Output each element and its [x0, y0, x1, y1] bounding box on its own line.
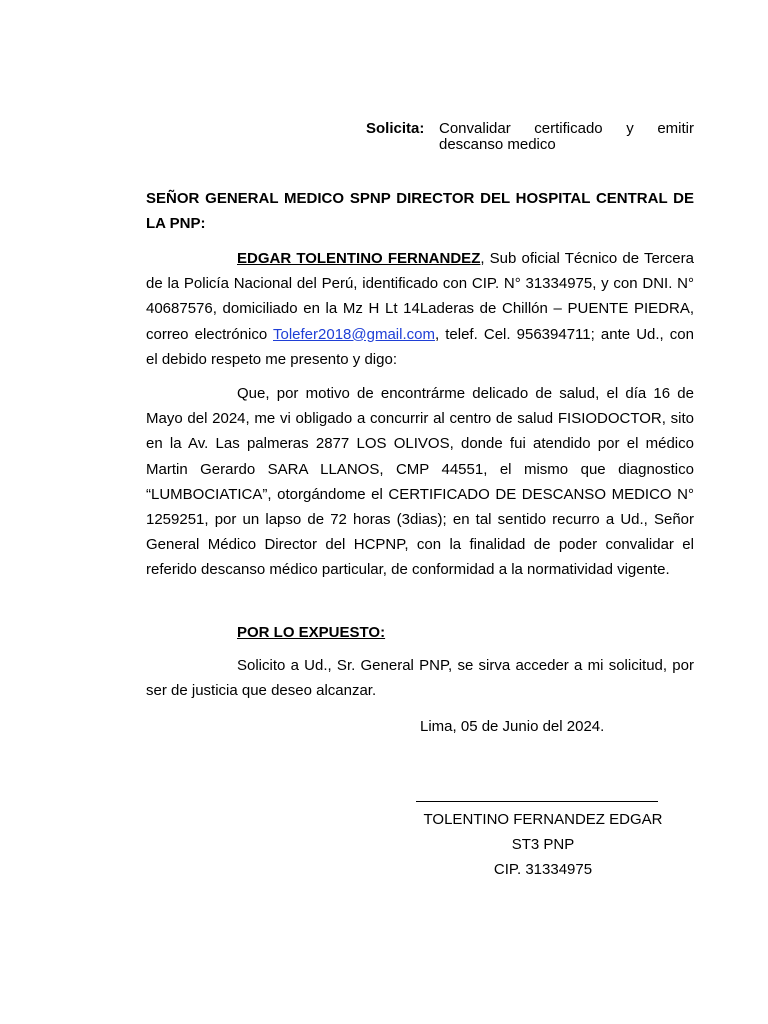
- request-text-line1: Convalidar certificado y emitir: [439, 120, 694, 137]
- signature-cip: CIP. 31334975: [493, 861, 593, 878]
- signature-rank: ST3 PNP: [511, 836, 575, 853]
- closing-paragraph: Solicito a Ud., Sr. General PNP, se sirva acceder a mi solicitud, por ser de justicia que deseo alcanzar.: [146, 657, 694, 700]
- request-label: Solicita:: [366, 120, 425, 137]
- addressee-heading: SEÑOR GENERAL MEDICO SPNP DIRECTOR DEL HOSPITAL CENTRAL DE LA PNP:: [146, 190, 694, 232]
- request-text: [439, 121, 694, 153]
- intro-text-part1: , Sub oficial Técnico de Tercera de la Policía Nacional del Perú, identificado con CIP. N° 31334975, y con DNI. N° 40687576, domiciliado en la Mz H Lt 14Laderas de Chillón – PUENTE PIEDRA, correo electrónico: [146, 250, 694, 343]
- place-date: Lima, 05 de Junio del 2024.: [420, 718, 605, 735]
- expuesto-heading: POR LO EXPUESTO:: [237, 624, 386, 641]
- email-link[interactable]: Tolefer2018@gmail.com: [273, 325, 435, 343]
- intro-paragraph: [146, 246, 694, 372]
- body-paragraph: Que, por motivo de encontrárme delicado de salud, el día 16 de Mayo del 2024, me vi obligado a concurrir al centro de salud FISIODOCTOR, sito en la Av. Las palmeras 2877 LOS OLIVOS, donde fui atendido por el médico Martin Gerardo SARA LLANOS, CMP 44551, el mismo que diagnostico “LUMBOCIATICA”, otorgándome el CERTIFICADO DE DESCANSO MEDICO N° 1259251, por un lapso de 72 horas (3dias); en tal sentido recurro a Ud., Señor General Médico Director del HCPNP, con la finalidad de poder convalidar el referido descanso médico particular, de conformidad a la normatividad vigente.: [146, 385, 694, 579]
- applicant-name: EDGAR TOLENTINO FERNANDEZ: [237, 250, 481, 267]
- signature-line: [416, 801, 658, 802]
- signature-name: TOLENTINO FERNANDEZ EDGAR: [423, 811, 663, 828]
- request-text-line2: descanso medico: [439, 136, 556, 153]
- intro-text-part2: , telef. Cel. 956394711; ante Ud., con el debido respeto me presento y digo:: [146, 325, 694, 368]
